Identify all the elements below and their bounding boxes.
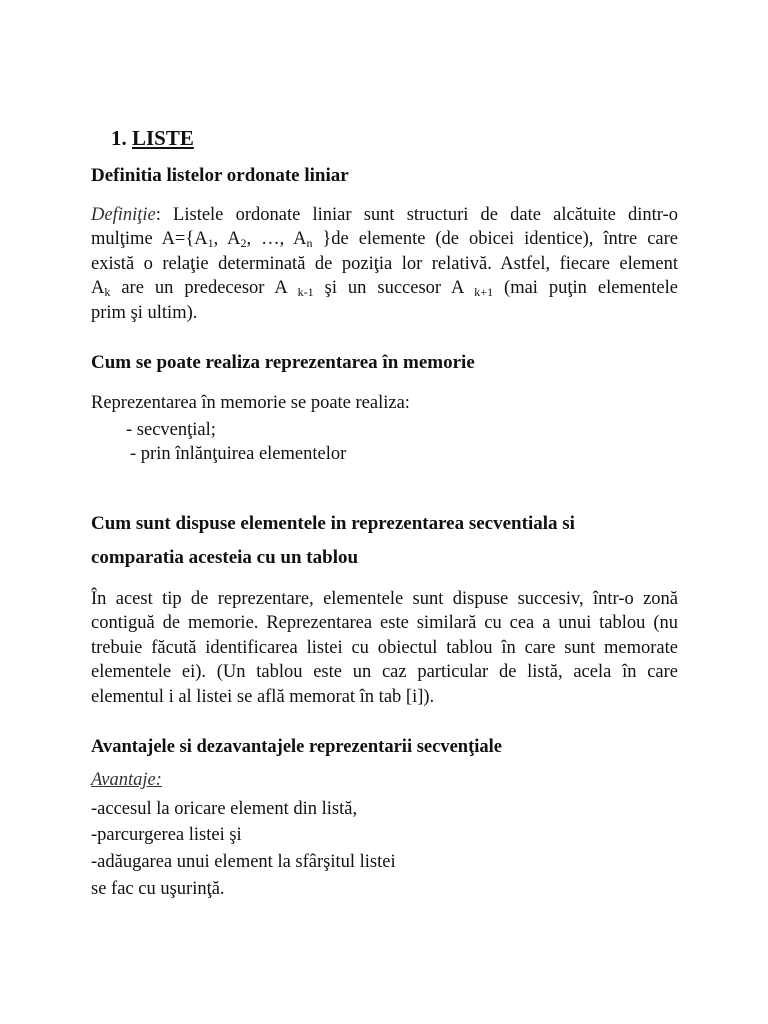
sequential-paragraph: În acest tip de reprezentare, elementele sunt dispuse succesiv, într-o zonă contiguă de memorie. Reprezentarea este similară cu cea a unui tablou (nu trebuie făcută identificarea listei cu obiectul tablou în care sunt memorate elementele ei). (Un tablou este un caz particular de listă, acela în care elementul i al listei se află memorat în tab [i]). — [91, 589, 678, 707]
subscript: k-1 — [297, 285, 314, 300]
definition-heading: Definitia listelor ordonate liniar — [91, 165, 349, 186]
definition-text-line: (mai puţin elementele — [493, 278, 678, 299]
list-item: -accesul la oricare element din listă, — [91, 799, 358, 819]
definition-text-line: , A — [213, 229, 241, 250]
subscript: k+1 — [474, 285, 494, 300]
sequential-heading-line2: comparatia acesteia cu un tablou — [91, 547, 359, 568]
section-heading — [111, 126, 194, 151]
list-item: se fac cu uşurinţă. — [91, 879, 225, 899]
definition-text-line: mulţime A={A — [91, 229, 208, 250]
list-item: - secvenţial; — [126, 420, 216, 440]
definition-text-line: }de elemente (de obicei identice), între care — [312, 229, 678, 250]
advantages-heading: Avantajele si dezavantajele reprezentarii secvenţiale — [91, 737, 502, 757]
section-number: 1. — [111, 126, 127, 150]
definition-paragraph — [91, 203, 678, 325]
definition-text-line: prim şi ultim). — [91, 302, 198, 323]
memory-intro: Reprezentarea în memorie se poate realiza: — [91, 393, 410, 413]
subscript: n — [306, 236, 313, 251]
definition-text-line: şi un succesor A — [313, 278, 475, 299]
subscript: k — [104, 285, 111, 300]
definition-label: Definiţie — [91, 205, 156, 225]
definition-text-line: A — [91, 278, 105, 299]
definition-text-line: are un predecesor A — [110, 278, 298, 299]
list-item: -adăugarea unui element la sfârşitul listei — [91, 852, 396, 872]
definition-text-line: : Listele ordonate liniar sunt structuri de date alcătuite dintr-o — [155, 205, 678, 225]
list-item: -parcurgerea listei şi — [91, 825, 242, 845]
list-item: - prin înlănţuirea elementelor — [130, 444, 347, 464]
advantages-label: Avantaje: — [91, 770, 162, 790]
sequential-heading-line1: Cum sunt dispuse elementele in reprezentarea secventiala si — [91, 513, 575, 534]
definition-text-line: , …, A — [246, 229, 307, 250]
memory-heading: Cum se poate realiza reprezentarea în memorie — [91, 352, 475, 373]
subscript: 1 — [207, 236, 214, 251]
subscript: 2 — [240, 236, 247, 251]
section-title: LISTE — [132, 126, 194, 150]
definition-text-line: există o relaţie determinată de poziţia lor relativă. Astfel, fiecare element — [91, 253, 678, 274]
